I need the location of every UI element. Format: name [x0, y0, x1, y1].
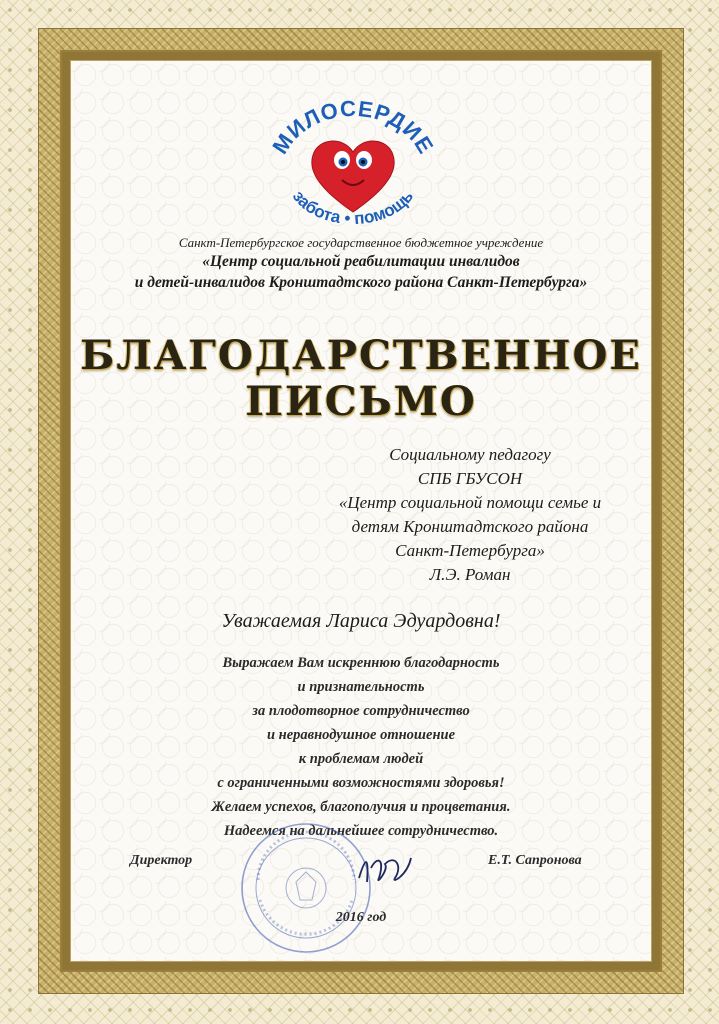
document-title-line-1: БЛАГОДАРСТВЕННОЕ: [80, 332, 642, 379]
body-line: Желаем успехов, благополучия и процветания.: [211, 799, 511, 815]
organization-line-2: «Центр социальной реабилитации инвалидов: [202, 253, 520, 270]
body-line: Выражаем Вам искреннюю благодарность: [222, 655, 500, 671]
body-line: и неравнодушное отношение: [266, 727, 456, 743]
recipient-line: Санкт-Петербурга»: [395, 541, 545, 560]
body-line: к проблемам людей: [298, 751, 424, 767]
handwritten-signature: [355, 848, 415, 888]
recipient-line: Социальному педагогу: [389, 445, 551, 464]
body-line: за плодотворное сотрудничество: [252, 703, 470, 719]
logo-arc-top-text: МИЛОСЕРДИЕ: [267, 100, 439, 159]
greeting: Уважаемая Лариса Эдуардовна!: [221, 610, 501, 632]
document-title-line-2: ПИСЬМО: [245, 378, 477, 425]
svg-text:МИЛОСЕРДИЕ: [267, 100, 438, 158]
document-year: 2016 год: [335, 910, 387, 925]
signatory-position: Директор: [130, 853, 193, 868]
organization-line-1: Санкт-Петербургское государственное бюджетное учреждение: [178, 235, 544, 250]
signatory-name: Е.Т. Сапронова: [488, 853, 582, 868]
organization-line-3: и детей-инвалидов Кронштадтского района Санкт-Петербурга»: [134, 274, 588, 291]
heart-icon: [312, 141, 394, 212]
body-line: и признательность: [297, 679, 425, 695]
body-line: с ограниченными возможностями здоровья!: [217, 775, 505, 791]
recipient-line: СПБ ГБУСОН: [417, 469, 523, 488]
recipient-line: Л.Э. Роман: [429, 565, 511, 584]
recipient-line: «Центр социальной помощи семье и: [338, 493, 602, 512]
body-line: Надеемся на дальнейшее сотрудничество.: [223, 823, 499, 839]
miloserdie-logo: [258, 100, 448, 230]
official-stamp: [238, 820, 374, 956]
logo-arc-bottom-text: забота • помощь: [288, 186, 418, 229]
recipient-line: детям Кронштадтского района: [351, 517, 589, 536]
